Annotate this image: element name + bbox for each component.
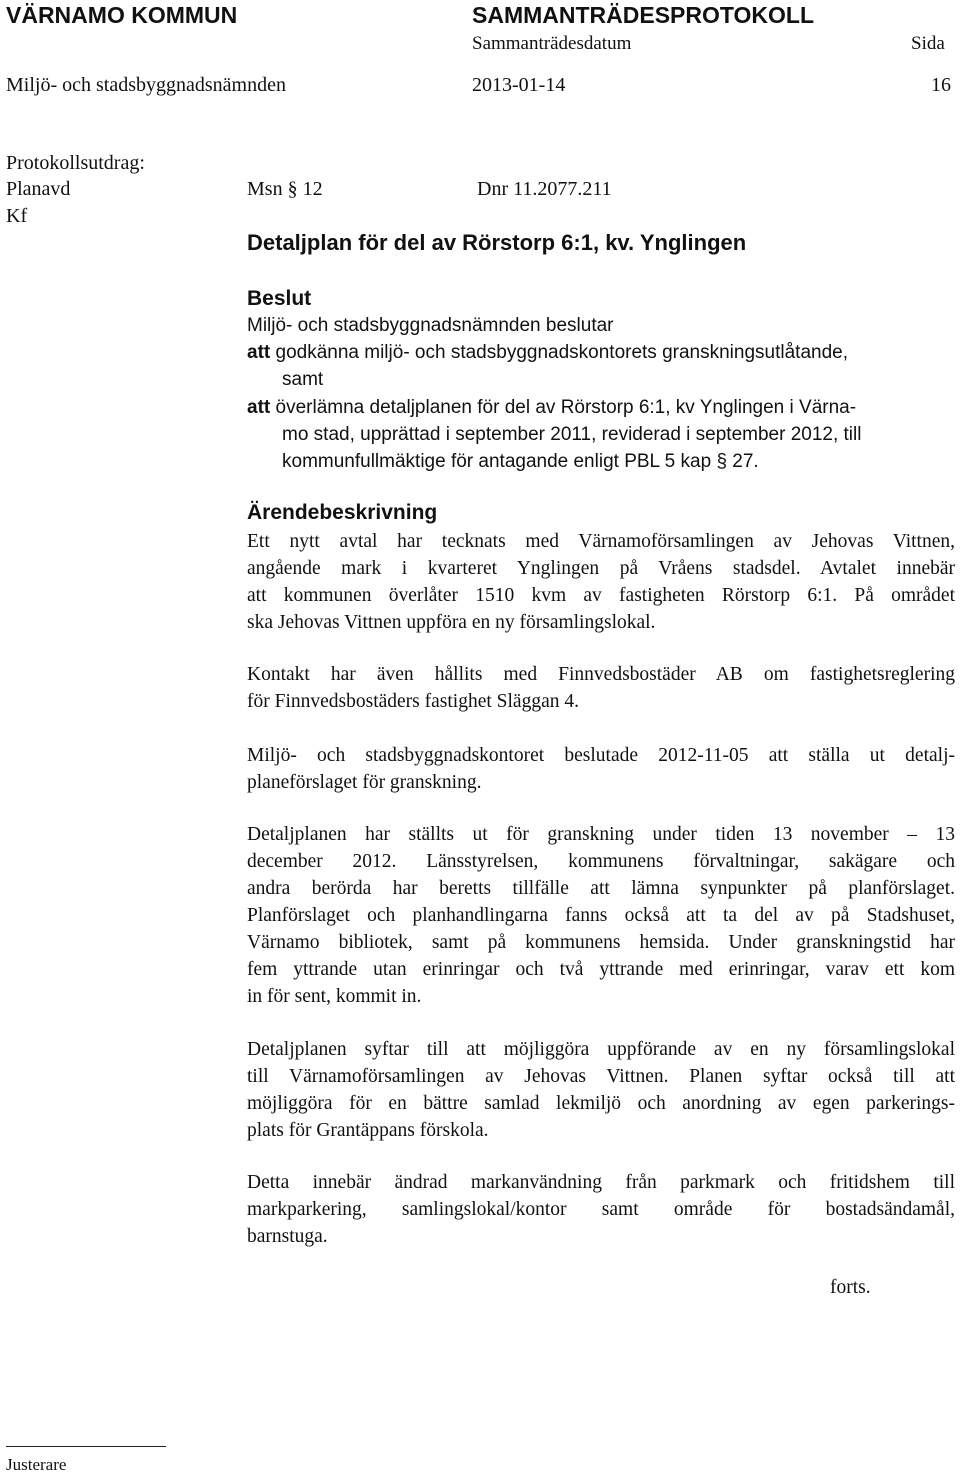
continued-marker: forts. — [830, 1277, 871, 1298]
text-line: till Värnamoförsamlingen av Jehovas Vittnen. Planen syftar också till att — [247, 1066, 955, 1087]
decision-intro: Miljö- och stadsbyggnadsnämnden beslutar — [247, 315, 614, 336]
case-number: Msn § 12 — [247, 178, 323, 200]
decision-clause — [247, 342, 848, 364]
text-line: andra berörda har beretts tillfälle att lämna synpunkter på planförslaget. — [247, 878, 955, 899]
description-paragraph — [247, 1036, 955, 1144]
text-line: markparkering, samlingslokal/kontor samt område för bostadsändamål, — [247, 1199, 955, 1220]
extract-label: Protokollsutdrag: — [6, 152, 145, 174]
text-line: Planförslaget och planhandlingarna fanns också att ta del av på Stadshuset, — [247, 905, 955, 926]
org-name: VÄRNAMO KOMMUN — [6, 2, 238, 28]
clause-continuation: samt — [282, 369, 324, 390]
text-line: december 2012. Länsstyrelsen, kommunens förvaltningar, sakägare och — [247, 851, 955, 872]
text-line: för Finnvedsbostäders fastighet Släggan 4. — [247, 691, 579, 712]
clause-text: godkänna miljö- och stadsbyggnadskontorets granskningsutlåtande, — [275, 342, 848, 363]
text-line: Ett nytt avtal har tecknats med Värnamoförsamlingen av Jehovas Vittnen, — [247, 531, 955, 552]
text-line: Värnamo bibliotek, samt på kommunens hemsida. Under granskningstid har — [247, 932, 955, 953]
text-line: Detaljplanen syftar till att möjliggöra uppförande av en ny församlingslokal — [247, 1039, 955, 1060]
decision-heading: Beslut — [247, 287, 312, 310]
clause-continuation: mo stad, upprättad i september 2011, reviderad i september 2012, till — [282, 424, 862, 445]
text-line: planeförslaget för granskning. — [247, 772, 482, 793]
text-line: Detta innebär ändrad markanvändning från parkmark och fritidshem till — [247, 1172, 955, 1193]
meeting-date: 2013-01-14 — [472, 74, 566, 96]
clause-continuation: kommunfullmäktige för antagande enligt PBL 5 kap § 27. — [282, 451, 759, 472]
text-line: ska Jehovas Vittnen uppföra en ny församlingslokal. — [247, 612, 656, 633]
diary-number: Dnr 11.2077.211 — [477, 178, 612, 200]
committee-name: Miljö- och stadsbyggnadsnämnden — [6, 74, 286, 96]
decision-clause — [247, 397, 856, 419]
case-title: Detaljplan för del av Rörstorp 6:1, kv. Ynglingen — [247, 230, 747, 255]
text-line: angående mark i kvarteret Ynglingen på Vråens stadsdel. Avtalet innebär — [247, 558, 955, 579]
page-label: Sida — [911, 33, 945, 54]
text-line: barnstuga. — [247, 1226, 328, 1247]
date-label: Sammanträdesdatum — [472, 33, 632, 54]
text-line: fem yttrande utan erinringar och två yttrande med erinringar, varav ett kom — [247, 959, 955, 980]
text-line: möjliggöra för en bättre samlad lekmiljö och anordning av egen parkerings- — [247, 1093, 955, 1114]
page-number: 16 — [931, 74, 951, 96]
text-line: in för sent, kommit in. — [247, 986, 422, 1007]
document-type: SAMMANTRÄDESPROTOKOLL — [472, 2, 815, 28]
description-heading: Ärendebeskrivning — [247, 501, 438, 524]
footer-label: Justerare — [6, 1455, 67, 1474]
text-line: Miljö- och stadsbyggnadskontoret beslutade 2012-11-05 att ställa ut detalj- — [247, 745, 955, 766]
recipient: Planavd — [6, 178, 71, 200]
description-paragraph — [247, 742, 955, 796]
description-paragraph — [247, 528, 955, 636]
text-line: Detaljplanen har ställts ut för granskning under tiden 13 november – 13 — [247, 824, 955, 845]
text-line: Kontakt har även hållits med Finnvedsbostäder AB om fastighetsreglering — [247, 664, 955, 685]
clause-text: överlämna detaljplanen för del av Rörstorp 6:1, kv Ynglingen i Värna- — [275, 397, 857, 418]
signature-divider — [6, 1446, 166, 1447]
clause-keyword: att — [247, 397, 271, 418]
description-paragraph — [247, 661, 955, 715]
description-paragraph — [247, 1169, 955, 1250]
text-line: plats för Grantäppans förskola. — [247, 1120, 489, 1141]
text-line: att kommunen överlåter 1510 kvm av fastigheten Rörstorp 6:1. På området — [247, 585, 955, 606]
recipient: Kf — [6, 205, 28, 227]
clause-keyword: att — [247, 342, 271, 363]
description-paragraph — [247, 821, 955, 1010]
